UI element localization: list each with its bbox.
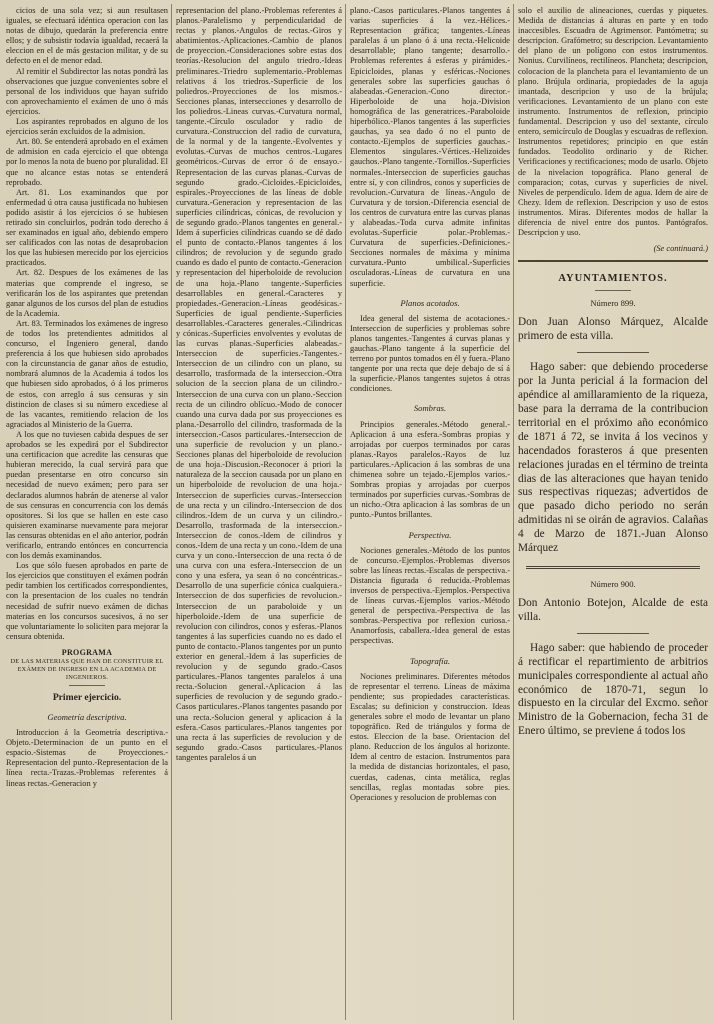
separator-rule xyxy=(577,633,649,634)
notice-body: Hago saber: que debiendo procederse por la Junta pericial á la formacion del apéndice al amillaramiento de la riqueza, base para la derrama de la contribucion territorial en el próximo año económico de 1871 á 72, se invita á los vecinos y hacendados forasteros á que presenten relaciones juradas en el término de treinta dias de las alteraciones que hayan tenido sus respectivas riquezas; advertidos de que pasado dicho periodo no serán admitidas ni se oirán de agravios. Calañas 4 de Marzo de 1871.-Juan Alonso Márquez xyxy=(518,361,708,555)
paragraph-geometria-cont: representacion del plano.-Problemas referentes á planos.-Paralelismo y perpendicularidad de rectas y planos.-Angulos de rectas.-Giros y abatimientos.-Aplicaciones.-Cambio de planos de proyeccion.-Consideraciones sobre estas dos teorías.-Resolucion del angulo triedro.-Ideas preliminares.-Triedro suplementario.-Problemas relativos á los triedros.-Superficie de los poliedros.-Proyecciones de los mismos.-Secciones planas, intersecciones y desarrollo de los poliedros.-Lineas curvas.-Curvatura normal, tangente.-Círculo osculador y radio de curvatura.-Construccion del radio de curvatura, de la normal y de la tangente.-Evolventes y evolutas.-Curvas de muchos centros.-Lugares geométricos.-Curvas de error ó de ensayo.-Representacion de las curvas planas.-Curvas de segundo grado.-Cicloides.-Epicicloides, espirales.-Proyecciones de las líneas de doble curvatura.-Generacion y representacion de las superficies cilíndricas, cónicas, de revolucion y de segundo grado.-Planos tangentes en general.-Idem á superficies cilíndricas cuando se dé dado el punto de contacto.-Planos tangentes á los cilindros; de revolucion y de segundo grado cuando es dado el punto de contacto.-Generacion y representacion del hiperboloide de revolucion de una hoja.-Plano tangente.-Superficies desarrollables en general.-Caracteres y propiedades.-Generacion.-Líneas geodésicas.-Superficies de igual pendiente.-Superficies desarrollables.-Caracteres generales.-Cilindricas y cónicas.-Superficies envolventes y evolutas de las curvas planas.-Superficies alabeadas.-Interseccion de superficies.-Tangentes.-Interseccion de un cilindro con un plano, su desarrollo, trasformada de la interseccion.-Otra solucion de la seccion plana de un cilindro.-Interseccion de una curva con un plano.-Seccion recta de un cilindro oblícuo.-Modo de conocer cuando una curva dada por sus proyecciones es plana.-Desarrollo del cilindro, trasformada de la interseccion.-Casos particulares.-Interseccion de una superficie de revolucion y un plano.-Secciones planas del hiperboloide de revolucion de una hoja.-Discusion.-Reconocer á priori la naturaleza de la seccion causada por un plano en un hiperboloide de revolucion de una hoja.-Interseccion de superficies curvas.-Interseccion de una recta y un cilindro.-Interseccion de dos cilindros.-Idem de un curva y un cilindro.-Desarrollo, trasformada de la interseccion.-Interseccion de conos.-Idem de cilindros y conos.-Idem de una recta y un cono.-Idem de una curva y un cono.-Interseccion de una recta ó de una curva con una esfera.-Interseccion de un cono y una esfera, ya sean ó no concéntricas.-Desarrollo de una superficie cónica cualquiera.-Interseccion de dos superficies de revolucion.-Interseccion de un paraboloide y un hiperboloide.-Idem de una superficie de revolucion con cilindros, conos y esferas.-Planos tangentes á las superficies cuando no es dado el punto de contacto.-Planos tangentes por un punto exterior en general.-Idem á las superficies de revolucion y de segundo grado.-Casos particulares.-Planos tangentes paralelos á una recta.-Solucion general.-Aplicacion á las superficies de revolucion y de segundo grado.-Casos particulares.-Planos tangentes pasando por una recta.-Solucion general y aplicacion á la esfera.-Casos particulares.-Planos tangentes por una recta á las superficies de revolucion y de segundo grado.-Casos particulares.-Planos tangentes paralelos á un xyxy=(176,6,342,762)
column-divider xyxy=(171,4,172,1020)
paragraph: Los que sólo fuesen aprobados en parte de los ejercicios que constituyen el exámen podrán pedir tambien los certificados correspondientes, con la presentacion de los cuales no tendrán necesidad de sufrir nuevo exámen de dichas materias en los concursos sucesivos, á no ser que voluntariamente lo soliciten para mejorar la censura obtenida. xyxy=(6,561,168,641)
paragraph-art-82: Art. 82. Despues de los exámenes de las materias que comprende el ingreso, se verificarán los de los aspirantes que pretendan ganar algunos de los cursos del plan de estudios de la Academia. xyxy=(6,268,168,318)
continuation-note: (Se continuará.) xyxy=(653,244,708,254)
notice-number: Número 899. xyxy=(590,298,636,309)
column-divider xyxy=(513,4,514,1020)
column-1 xyxy=(6,6,168,1020)
paragraph: A los que no tuviesen cabida despues de ser aprobados se les expedirá por el Subdirector una certificacion que acredite las censuras que hubieran merecido, la cual servirá para que puedan presentarse en otro concurso sin necesidad de nuevo exámen; pero para ser declarados alumnos habrán de atenerse al valor de sus censuras en concurrencia con los demás opositores. Si los que se hallen en este caso quisieren examinarse nuevamente para mejorar las censuras obtenidas en el año anterior, podrán verificarlo, entrando entónces en concurrencia con los demás examinandos. xyxy=(6,429,168,561)
exercise-title: Primer ejercicio. xyxy=(52,691,122,703)
paragraph-art-83: Art. 83. Terminados los exámenes de ingreso de todos los pretendientes admitidos al concurso, el Ingeniero general, dando preferencia á los que hubiesen sido aprobados con la circunstancia de ganar años de estudio, nombrará alumnos de la Academia á todos los que hubiesen sido aprobados, ó á los primeros de estos, con arreglo á sus censuras y sin distincion de clases si su número excediese al de las vacantes, remitiendo relacion de los agraciados al Ministerio de la Guerra. xyxy=(6,318,168,429)
paragraph: Al remitir el Subdirector las notas pondrá las observaciones que juzgue convenientes sobre el personal de los individuos que hayan sufrido con aprovechamiento el exámen de uno ó más ejercicios. xyxy=(6,66,168,116)
separator-rule xyxy=(577,352,649,353)
section-title-planos: Planos acotados. xyxy=(400,297,460,308)
paragraph-geometria: Introduccion á la Geometría descriptiva.-Objeto.-Determinacion de un punto en el espacio.-Sistemas de Proyecciones.-Representacion del punto.-Representacion de la línea recta.-Trazas.-Problemas referentes á lineas rectas.-Generacion y xyxy=(6,728,168,788)
notice-divider xyxy=(526,566,700,569)
section-title-geometria: Geometría descriptiva. xyxy=(47,712,127,722)
paragraph: cicios de una sola vez; si aun resultasen iguales, se efectuará idéntica operacion con las notas de dibujo, quedarán la preferencia entre ellos; y de subsistir todavía igualdad, recaerá la eleccion en el de más gestacion militar, y de su defecto en el de menor edad. xyxy=(6,6,168,66)
notice-heading: Don Juan Alonso Márquez, Alcalde primero de esta villa. xyxy=(518,316,708,343)
separator-rule xyxy=(595,290,631,291)
program-heading: PROGRAMA xyxy=(61,647,113,657)
paragraph-art-80: Art. 80. Se entenderá aprobado en el exámen de admision en cada ejercicio el que obtenga por lo menos la nota de bueno por pluralidad. El que no alcance estas notas se entenderá reprobado. xyxy=(6,137,168,187)
program-subheading: DE LAS MATERIAS QUE HAN DE CONSTITUIR EL EXÁMEN DE INGRESO EN LA ACADEMIA DE INGENIEROS. xyxy=(10,657,164,681)
notice-number: Número 900. xyxy=(590,578,636,589)
paragraph: Los aspirantes reprobados en alguno de los ejercicios serán excluidos de la admision. xyxy=(6,117,168,137)
column-2 xyxy=(176,6,342,1020)
column-3 xyxy=(350,6,510,1020)
section-title-perspectiva: Perspectiva. xyxy=(408,529,452,540)
paragraph-perspectiva: Nociones generales.-Método de los puntos de concurso.-Ejemplos.-Problemas diversos sobre las líneas rectas.-Escalas de perspectiva.-Distancia figurada ó reducida.-Problemas inversos de perspectiva.-Ejemplos.-Perspectiva de líneas curvas.-Ejemplos varios.-Método general de perspectiva.-Perspectiva de las sombras.-Perspectiva por reflexion curiosa.-Anamorfosis, caballera.-Idea general de estas perspectivas. xyxy=(350,545,510,646)
paragraph-geometria-end: plano.-Casos particulares.-Planos tangentes á varias superficies á la vez.-Hélices.-Representacion gráfica; tangentes.-Líneas paralelas á un plano ó á una recta.-Helicoide desarrollable; plano tangente; desarrollo.-Problemas referentes á esferas y pirámides.-Epicicloides, planas y esféricas.-Nociones generales sobre las superficies gauchas ó alabeadas.-Generacion.-Cono director.-Hiperboloide de una hoja.-Division homográfica de las generatrices.-Paraboloide hiperbólico.-Planos tangentes á las superficies gauchas, ya sea dado ó no el punto de contacto.-Ejemplos de superficies gauchas.-Elementos singulares.-Vértices.-Helizoides gauchos.-Plano tangente.-Tornillos.-Superficies normales.-Interseccion de superficies gauchas entre sí, y con cilindros, conos y superficies de revolucion.-Curvatura de líneas.-Angulo de Curvatura y de torsion.-Diferencia esencial de los centros de curvatura entre las curvas planas y alabeadas.-Toda curva admite infinitas evolutas.-Superficie polar.-Problemas.-Curvatura de superficies.-Definiciones.-Secciones normales de máxima y mínima curvatura.-Punto umbilical.-Superficies osculadoras.-Líneas de curvatura en una superficie. xyxy=(350,6,510,288)
section-title-sombras: Sombras. xyxy=(413,403,447,414)
separator-rule xyxy=(69,685,105,686)
column-divider xyxy=(345,4,346,1020)
paragraph-art-81: Art. 81. Los examinandos que por enfermedad ú otra causa justificada no hubiesen podido asistir á los ejercicios ó se hubiesen retirado sin concluirlos, podrán todo derecho á ser examinados en igual año, debiendo empero ser calificados con las notas de desaprobacion los que las hubiesen merecido por los ejercicios practicados. xyxy=(6,187,168,268)
notice-heading: Don Antonio Botejon, Alcalde de esta villa. xyxy=(518,597,708,623)
notice-body: Hago saber: que habiendo de proceder á rectificar el repartimiento de arbitrios municipales correspondiente al actual año económico de 1870-71, segun lo dispuesto en la circular del Excmo. señor Ministro de la Gobernacion, fecha 31 de Enero último, se previene á todos los xyxy=(518,641,708,738)
paragraph-sombras: Principios generales.-Método general.-Aplicacion á una esfera.-Sombras propias y arrojadas por cuerpos terminados por caras planas.-Rayos paralelos.-Rayos de luz particulares.-Aplicacion á las sombras de una chimenea sobre un tejado.-Ejemplos varios.-Sombras propias y arrojadas por cuerpos terminados por superficies curvas.-Sombras de un nicho.-Otra aplicacion á las sombras de un punto.-Puntos brillantes. xyxy=(350,419,510,520)
section-rule xyxy=(518,260,708,262)
section-heading-ayuntamientos: AYUNTAMIENTOS. xyxy=(558,273,668,285)
paragraph-planos: Idea general del sistema de acotaciones.-Interseccion de superficies y problemas sobre planos tangentes.-Tangentes á curvas planas y gauchas.-Plano tangente á la superficie del terreno por puntos tomados en él y fuera.-Plano tangente por una recta que deje debajo de sí á la superficie.-Planos tangentes sujetos á otras condiciones. xyxy=(350,313,510,394)
section-title-topografia: Topografía. xyxy=(409,655,451,666)
paragraph-topografia-cont: solo el auxilio de alineaciones, cuerdas y piquetes. Medida de distancias á alturas en parte y en todo inaccesibles. Escuadra de Agrimensor. Pantómetra; su descripcion. Grafómetro; su descripcion. Levantamiento del plano de un polígono con estos instrumentos. Nonius. Curvilíneos, rectilíneos. Plancheta; descripcion, colocacion de la plancheta para el levantamiento de un plano. Brújula ordinaria, propiedades de la aguja imantada, descripcion y uso de la brújula; verificaciones. Levantamiento de un plano con este instrumento. Instrumentos de reflexion, principio fundamental. Descripcion y uso del sextante, círculo entero, semicírculo de Douglas y escuadras de reflexion. Instrumentos repetidores; principio en que están fundados. Teodolito ordinario y de Richer. Verificaciones y rectificaciones; modo de usarlo. Objeto de la nivelacion topográfica. Plano general de comparacion; cotas, curvas y superficies de nivel. Niveles de perpendículo. Idem de agua. Idem de aire de Chezy. Idem de reflexion. Descripcion y uso de estos instrumentos. Miras. Diferentes modos de hallar la diferencia de nivel entre dos puntos. Pantógrafos. Descripcion y uso. xyxy=(518,6,708,238)
column-4 xyxy=(518,6,708,1020)
paragraph-topografia: Nociones preliminares. Diferentes métodos de representar el terreno. Líneas de máxima pendiente; sus propiedades características. Escalas; su definicion y construccion. Ideas generales sobre el modo de levantar un plano topográfico. Red de triángulos y forma de estos. Eleccion de la base. Orientacion del plano. Reduccion de los ángulos al horizonte. Idem al centro de estacion. Instrumentos para la medida de distancias horizontales, el paso, cuerdas, cadenas, cinta metálica, reglas sencillas, reglas montadas sobre pies. Operaciones y resolucion de problemas con xyxy=(350,671,510,802)
